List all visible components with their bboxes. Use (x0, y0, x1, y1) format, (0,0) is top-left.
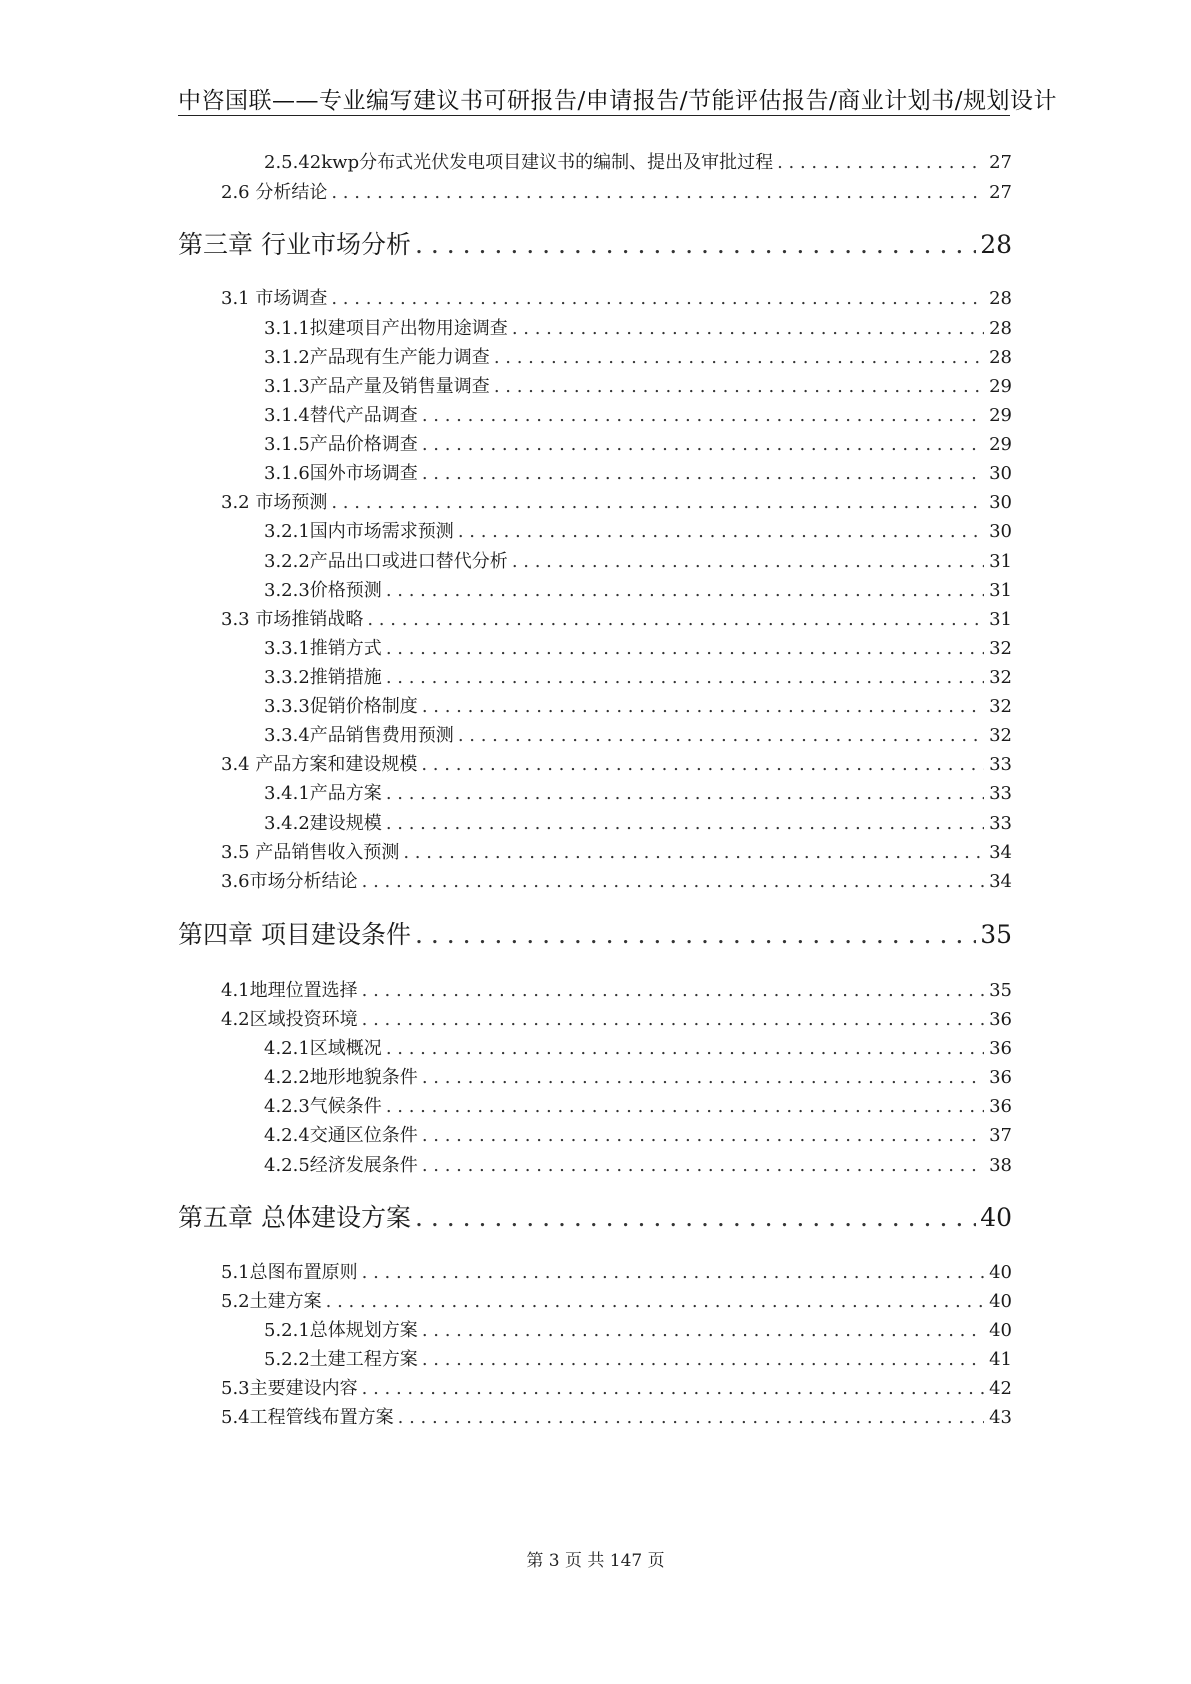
toc-entry-label: 4.2.3气候条件 (264, 1096, 382, 1117)
toc-entry[interactable] (221, 290, 1012, 308)
toc-page-number: 36 (989, 1067, 1012, 1088)
toc-entry[interactable] (221, 1293, 1012, 1311)
toc-dot-leader (777, 154, 984, 172)
toc-page-number: 27 (989, 152, 1012, 173)
toc-entry-label: 5.3主要建设内容 (221, 1378, 358, 1399)
toc-page-number: 28 (980, 230, 1012, 259)
toc-entry[interactable] (221, 1380, 1012, 1398)
toc-dot-leader (367, 611, 984, 629)
toc-page-number: 36 (989, 1038, 1012, 1059)
toc-dot-leader (386, 1098, 984, 1116)
toc-dot-leader (362, 873, 984, 891)
toc-entry[interactable] (264, 1098, 1012, 1116)
toc-dot-leader (458, 523, 984, 541)
toc-entry-label: 第四章 项目建设条件 (178, 920, 411, 949)
toc-dot-leader (512, 553, 984, 571)
toc-entry-label: 3.3.1推销方式 (264, 638, 382, 659)
toc-entry[interactable] (264, 1322, 1012, 1340)
toc-entry-label: 3.3.3促销价格制度 (264, 696, 418, 717)
toc-entry-label: 4.2.1区域概况 (264, 1038, 382, 1059)
toc-dot-leader (331, 494, 984, 512)
toc-dot-leader (422, 1322, 984, 1340)
toc-dot-leader (386, 1040, 984, 1058)
toc-entry[interactable] (221, 873, 1012, 891)
toc-page-number: 32 (989, 667, 1012, 688)
toc-dot-leader (422, 1069, 984, 1087)
toc-entry-label: 3.1 市场调查 (221, 288, 328, 309)
toc-page-number: 35 (989, 980, 1012, 1001)
toc-entry-label: 3.4.1产品方案 (264, 783, 382, 804)
toc-dot-leader (386, 582, 984, 600)
toc-entry-label: 第三章 行业市场分析 (178, 230, 411, 259)
toc-dot-leader (415, 232, 976, 257)
toc-entry[interactable] (264, 1069, 1012, 1087)
toc-dot-leader (331, 184, 984, 202)
toc-entry-label: 3.5 产品销售收入预测 (221, 842, 400, 863)
toc-dot-leader (512, 320, 984, 338)
page-header: 中咨国联——专业编写建议书可研报告/申请报告/节能评估报告/商业计划书/规划设计 (178, 88, 1057, 114)
toc-page-number: 31 (989, 580, 1012, 601)
toc-entry[interactable] (264, 553, 1012, 571)
toc-entry-label: 3.3.4产品销售费用预测 (264, 725, 454, 746)
toc-page-number: 32 (989, 725, 1012, 746)
toc-page-number: 34 (989, 842, 1012, 863)
toc-dot-leader (386, 815, 984, 833)
toc-dot-leader (362, 1264, 984, 1282)
toc-entry[interactable] (264, 640, 1012, 658)
toc-page-number: 30 (989, 521, 1012, 542)
toc-dot-leader (422, 1157, 984, 1175)
toc-entry-label: 3.1.5产品价格调查 (264, 434, 418, 455)
toc-page-number: 40 (980, 1203, 1012, 1232)
toc-dot-leader (362, 982, 984, 1000)
toc-entry-label: 3.1.3产品产量及销售量调查 (264, 376, 490, 397)
toc-entry-label: 4.2区域投资环境 (221, 1009, 358, 1030)
toc-entry-label: 4.2.5经济发展条件 (264, 1155, 418, 1176)
toc-dot-leader (422, 407, 984, 425)
toc-dot-leader (386, 640, 984, 658)
toc-page-number: 28 (989, 347, 1012, 368)
toc-entry[interactable] (221, 844, 1012, 862)
toc-page-number: 32 (989, 696, 1012, 717)
toc-page-number: 30 (989, 463, 1012, 484)
toc-dot-leader (422, 698, 984, 716)
toc-entry-label: 4.2.2地形地貌条件 (264, 1067, 418, 1088)
toc-entry[interactable] (264, 669, 1012, 687)
toc-page-number: 29 (989, 376, 1012, 397)
toc-entry[interactable] (221, 494, 1012, 512)
toc-page-number: 29 (989, 434, 1012, 455)
toc-page-number: 35 (980, 920, 1012, 949)
toc-entry[interactable] (221, 1264, 1012, 1282)
toc-entry[interactable] (264, 154, 1012, 172)
toc-entry[interactable] (264, 815, 1012, 833)
toc-dot-leader (362, 1380, 984, 1398)
toc-entry-label: 5.2.2土建工程方案 (264, 1349, 418, 1370)
toc-entry-label: 5.1总图布置原则 (221, 1262, 358, 1283)
toc-dot-leader (422, 465, 984, 483)
toc-entry-label: 5.2.1总体规划方案 (264, 1320, 418, 1341)
toc-dot-leader (494, 349, 984, 367)
toc-entry[interactable] (221, 611, 1012, 629)
toc-page-number: 41 (989, 1349, 1012, 1370)
toc-dot-leader (421, 756, 984, 774)
page-footer: 第 3 页 共 147 页 (526, 1551, 665, 1571)
toc-dot-leader (362, 1011, 984, 1029)
toc-entry-label: 3.2.1国内市场需求预测 (264, 521, 454, 542)
toc-entry[interactable] (264, 785, 1012, 803)
toc-dot-leader (422, 1351, 984, 1369)
toc-chapter-entry[interactable] (178, 1205, 1012, 1230)
toc-page-number: 27 (989, 182, 1012, 203)
toc-page-number: 40 (989, 1320, 1012, 1341)
toc-entry[interactable] (264, 1040, 1012, 1058)
toc-page-number: 36 (989, 1009, 1012, 1030)
toc-entry-label: 3.4.2建设规模 (264, 813, 382, 834)
toc-entry[interactable] (264, 378, 1012, 396)
toc-page-number: 30 (989, 492, 1012, 513)
toc-entry-label: 5.2土建方案 (221, 1291, 322, 1312)
toc-chapter-entry[interactable] (178, 922, 1012, 947)
toc-entry-label: 3.2.3价格预测 (264, 580, 382, 601)
toc-page-number: 31 (989, 551, 1012, 572)
toc-entry-label: 3.3.2推销措施 (264, 667, 382, 688)
toc-entry[interactable] (264, 465, 1012, 483)
toc-entry-label: 4.2.4交通区位条件 (264, 1125, 418, 1146)
toc-page-number: 37 (989, 1125, 1012, 1146)
toc-entry-label: 2.5.42kwp分布式光伏发电项目建议书的编制、提出及审批过程 (264, 152, 774, 173)
toc-entry[interactable] (264, 436, 1012, 454)
toc-entry[interactable] (221, 1409, 1012, 1427)
toc-entry-label: 3.2 市场预测 (221, 492, 328, 513)
toc-entry-label: 5.4工程管线布置方案 (221, 1407, 394, 1428)
toc-entry-label: 3.1.6国外市场调查 (264, 463, 418, 484)
toc-dot-leader (494, 378, 984, 396)
toc-dot-leader (386, 785, 984, 803)
toc-entry-label: 4.1地理位置选择 (221, 980, 358, 1001)
toc-page-number: 28 (989, 288, 1012, 309)
toc-dot-leader (386, 669, 984, 687)
toc-page-number: 36 (989, 1096, 1012, 1117)
toc-page-number: 33 (989, 813, 1012, 834)
toc-page-number: 28 (989, 318, 1012, 339)
toc-entry-label: 3.6市场分析结论 (221, 871, 358, 892)
toc-entry[interactable] (264, 1127, 1012, 1145)
toc-page-number: 33 (989, 783, 1012, 804)
toc-entry[interactable] (221, 982, 1012, 1000)
toc-page-number: 34 (989, 871, 1012, 892)
toc-entry[interactable] (264, 698, 1012, 716)
toc-page-number: 38 (989, 1155, 1012, 1176)
toc-page-number: 40 (989, 1262, 1012, 1283)
toc-page-number: 42 (989, 1378, 1012, 1399)
toc-entry-label: 3.1.4替代产品调查 (264, 405, 418, 426)
toc-entry-label: 3.4 产品方案和建设规模 (221, 754, 418, 775)
toc-entry-label: 2.6 分析结论 (221, 182, 328, 203)
toc-dot-leader (422, 436, 984, 454)
toc-entry[interactable] (264, 523, 1012, 541)
toc-page-number: 31 (989, 609, 1012, 630)
toc-dot-leader (326, 1293, 984, 1311)
toc-entry[interactable] (264, 582, 1012, 600)
toc-entry[interactable] (264, 1351, 1012, 1369)
toc-dot-leader (403, 844, 984, 862)
toc-entry[interactable] (221, 756, 1012, 774)
toc-entry-label: 3.3 市场推销战略 (221, 609, 364, 630)
toc-dot-leader (422, 1127, 984, 1145)
toc-page-number: 33 (989, 754, 1012, 775)
toc-entry[interactable] (221, 1011, 1012, 1029)
toc-dot-leader (415, 1205, 976, 1230)
toc-entry-label: 3.1.2产品现有生产能力调查 (264, 347, 490, 368)
toc-entry[interactable] (264, 407, 1012, 425)
toc-entry-label: 3.1.1拟建项目产出物用途调查 (264, 318, 508, 339)
toc-entry[interactable] (221, 184, 1012, 202)
toc-dot-leader (398, 1409, 984, 1427)
toc-entry-label: 3.2.2产品出口或进口替代分析 (264, 551, 508, 572)
toc-dot-leader (331, 290, 984, 308)
toc-entry-label: 第五章 总体建设方案 (178, 1203, 411, 1232)
toc-entry[interactable] (264, 1157, 1012, 1175)
toc-page-number: 32 (989, 638, 1012, 659)
toc-entry[interactable] (264, 320, 1012, 338)
toc-page-number: 40 (989, 1291, 1012, 1312)
toc-dot-leader (458, 727, 984, 745)
toc-entry[interactable] (264, 349, 1012, 367)
toc-dot-leader (415, 922, 976, 947)
toc-chapter-entry[interactable] (178, 232, 1012, 257)
toc-entry[interactable] (264, 727, 1012, 745)
toc-page-number: 29 (989, 405, 1012, 426)
toc-page-number: 43 (989, 1407, 1012, 1428)
